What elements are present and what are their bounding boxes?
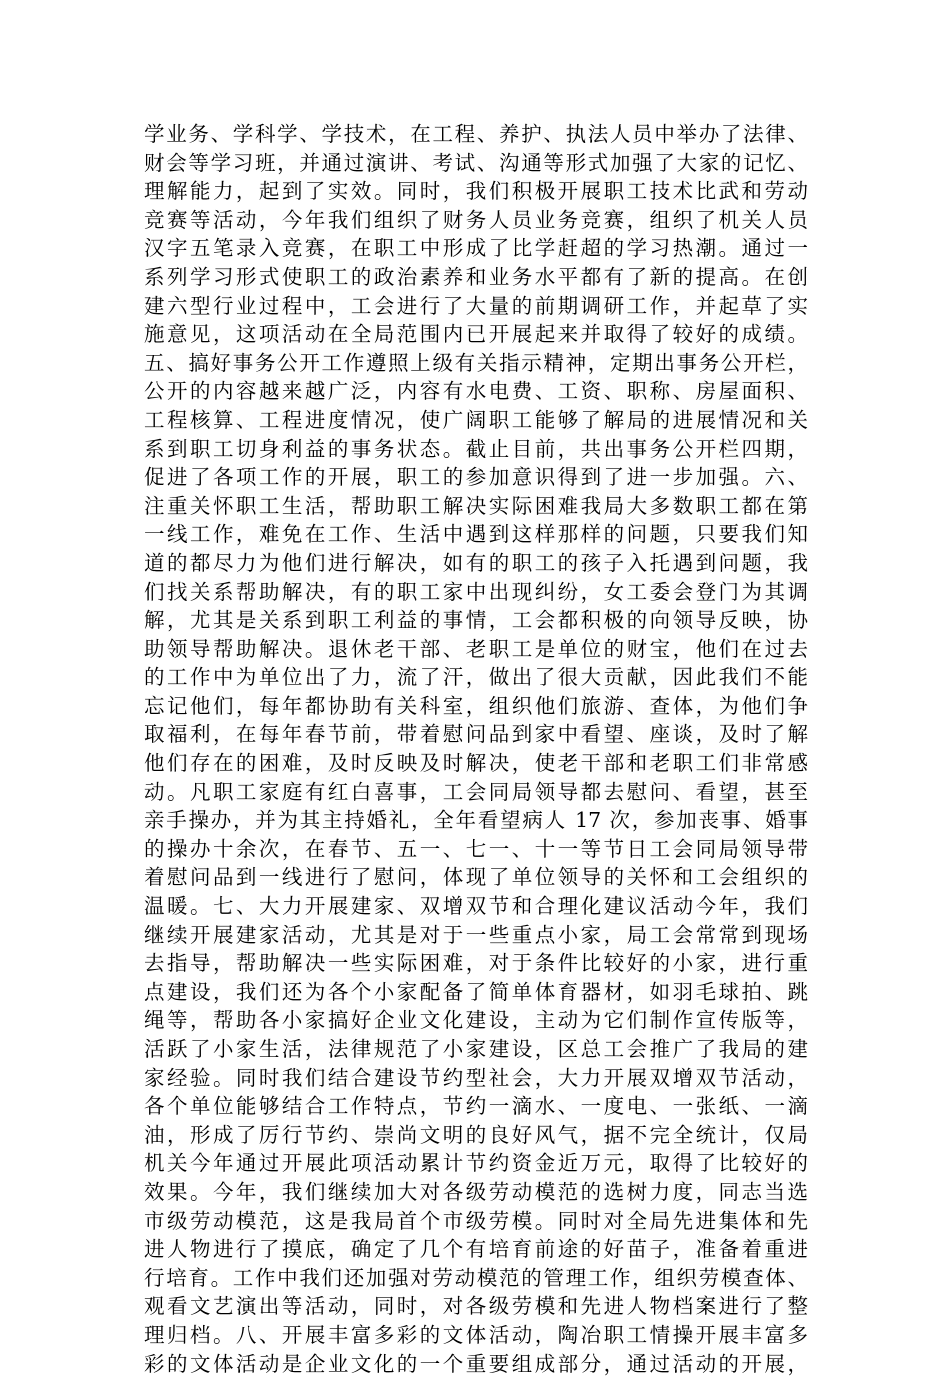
- text-line: 进人物进行了摸底，确定了几个有培育前途的好苗子，准备着重进: [144, 1237, 808, 1262]
- text-line: 他们存在的困难，及时反映及时解决，使老干部和老职工们非常感: [144, 751, 808, 776]
- text-line: 行培育。工作中我们还加强对劳动模范的管理工作，组织劳模查体、: [144, 1265, 808, 1290]
- text-line: 着慰问品到一线进行了慰问，体现了单位领导的关怀和工会组织的: [144, 865, 808, 890]
- text-line: 观看文艺演出等活动，同时，对各级劳模和先进人物档案进行了整: [144, 1294, 808, 1319]
- text-line: 点建设，我们还为各个小家配备了简单体育器材，如羽毛球拍、跳: [144, 979, 808, 1004]
- text-line: 绳等，帮助各小家搞好企业文化建设，主动为它们制作宣传版等，: [144, 1008, 808, 1033]
- text-line: 建六型行业过程中，工会进行了大量的前期调研工作，并起草了实: [144, 293, 808, 318]
- text-line: 去指导，帮助解决一些实际困难，对于条件比较好的小家，进行重: [144, 951, 808, 976]
- text-line: 市级劳动模范，这是我局首个市级劳模。同时对全局先进集体和先: [144, 1208, 808, 1233]
- text-line: 注重关怀职工生活，帮助职工解决实际困难我局大多数职工都在第: [144, 493, 808, 518]
- text-line: 理归档。八、开展丰富多彩的文体活动，陶冶职工情操开展丰富多: [144, 1322, 808, 1347]
- text-line: 五、搞好事务公开工作遵照上级有关指示精神，定期出事务公开栏，: [144, 350, 808, 375]
- text-line: 系到职工切身利益的事务状态。截止目前，共出事务公开栏四期，: [144, 436, 808, 461]
- text-line: 学业务、学科学、学技术，在工程、养护、执法人员中举办了法律、: [144, 122, 808, 146]
- text-line: 助领导帮助解决。退休老干部、老职工是单位的财宝，他们在过去: [144, 636, 808, 661]
- text-line: 温暖。七、大力开展建家、双增双节和合理化建议活动今年，我们: [144, 894, 808, 919]
- text-line: 忘记他们，每年都协助有关科室，组织他们旅游、查体，为他们争: [144, 693, 808, 718]
- body-text: [144, 120, 808, 1378]
- text-line: 施意见，这项活动在全局范围内已开展起来并取得了较好的成绩。: [144, 322, 808, 347]
- text-line: 效果。今年，我们继续加大对各级劳动模范的选树力度，同志当选: [144, 1179, 808, 1204]
- text-line: 亲手操办，并为其主持婚礼，全年看望病人 17 次，参加丧事、婚事: [144, 808, 808, 833]
- text-line: 一线工作，难免在工作、生活中遇到这样那样的问题，只要我们知: [144, 522, 808, 547]
- text-line: 促进了各项工作的开展，职工的参加意识得到了进一步加强。六、: [144, 465, 808, 490]
- text-line: 继续开展建家活动，尤其是对于一些重点小家，局工会常常到现场: [144, 922, 808, 947]
- text-line: 汉字五笔录入竞赛，在职工中形成了比学赶超的学习热潮。通过一: [144, 236, 808, 261]
- text-line: 的工作中为单位出了力，流了汗，做出了很大贡献，因此我们不能: [144, 665, 808, 690]
- text-line: 竞赛等活动，今年我们组织了财务人员业务竞赛，组织了机关人员: [144, 207, 808, 232]
- text-line: 财会等学习班，并通过演讲、考试、沟通等形式加强了大家的记忆、: [144, 150, 808, 175]
- text-line: 取福利，在每年春节前，带着慰问品到家中看望、座谈，及时了解: [144, 722, 808, 747]
- text-line: 系列学习形式使职工的政治素养和业务水平都有了新的提高。在创: [144, 264, 808, 289]
- text-line: 彩的文体活动是企业文化的一个重要组成部分，通过活动的开展，: [144, 1351, 808, 1376]
- text-line: 工程核算、工程进度情况，使广阔职工能够了解局的进展情况和关: [144, 407, 808, 432]
- text-line: 动。凡职工家庭有红白喜事，工会同局领导都去慰问、看望，甚至: [144, 779, 808, 804]
- text-line: 们找关系帮助解决，有的职工家中出现纠纷，女工委会登门为其调: [144, 579, 808, 604]
- text-line: 活跃了小家生活，法律规范了小家建设，区总工会推广了我局的建: [144, 1037, 808, 1061]
- text-line: 的操办十余次，在春节、五一、七一、十一等节日工会同局领导带: [144, 836, 808, 861]
- text-line: 公开的内容越来越广泛，内容有水电费、工资、职称、房屋面积、: [144, 379, 808, 404]
- text-line: 油，形成了厉行节约、崇尚文明的良好风气，据不完全统计，仅局: [144, 1122, 808, 1147]
- text-line: 机关今年通过开展此项活动累计节约资金近万元，取得了比较好的: [144, 1151, 808, 1176]
- text-line: 道的都尽力为他们进行解决，如有的职工的孩子入托遇到问题，我: [144, 550, 808, 575]
- text-line: 理解能力，起到了实效。同时，我们积极开展职工技术比武和劳动: [144, 179, 808, 204]
- text-line: 各个单位能够结合工作特点，节约一滴水、一度电、一张纸、一滴: [144, 1094, 808, 1119]
- text-line: 家经验。同时我们结合建设节约型社会，大力开展双增双节活动，: [144, 1065, 808, 1090]
- text-line: 解，尤其是关系到职工利益的事情，工会都积极的向领导反映，协: [144, 608, 808, 633]
